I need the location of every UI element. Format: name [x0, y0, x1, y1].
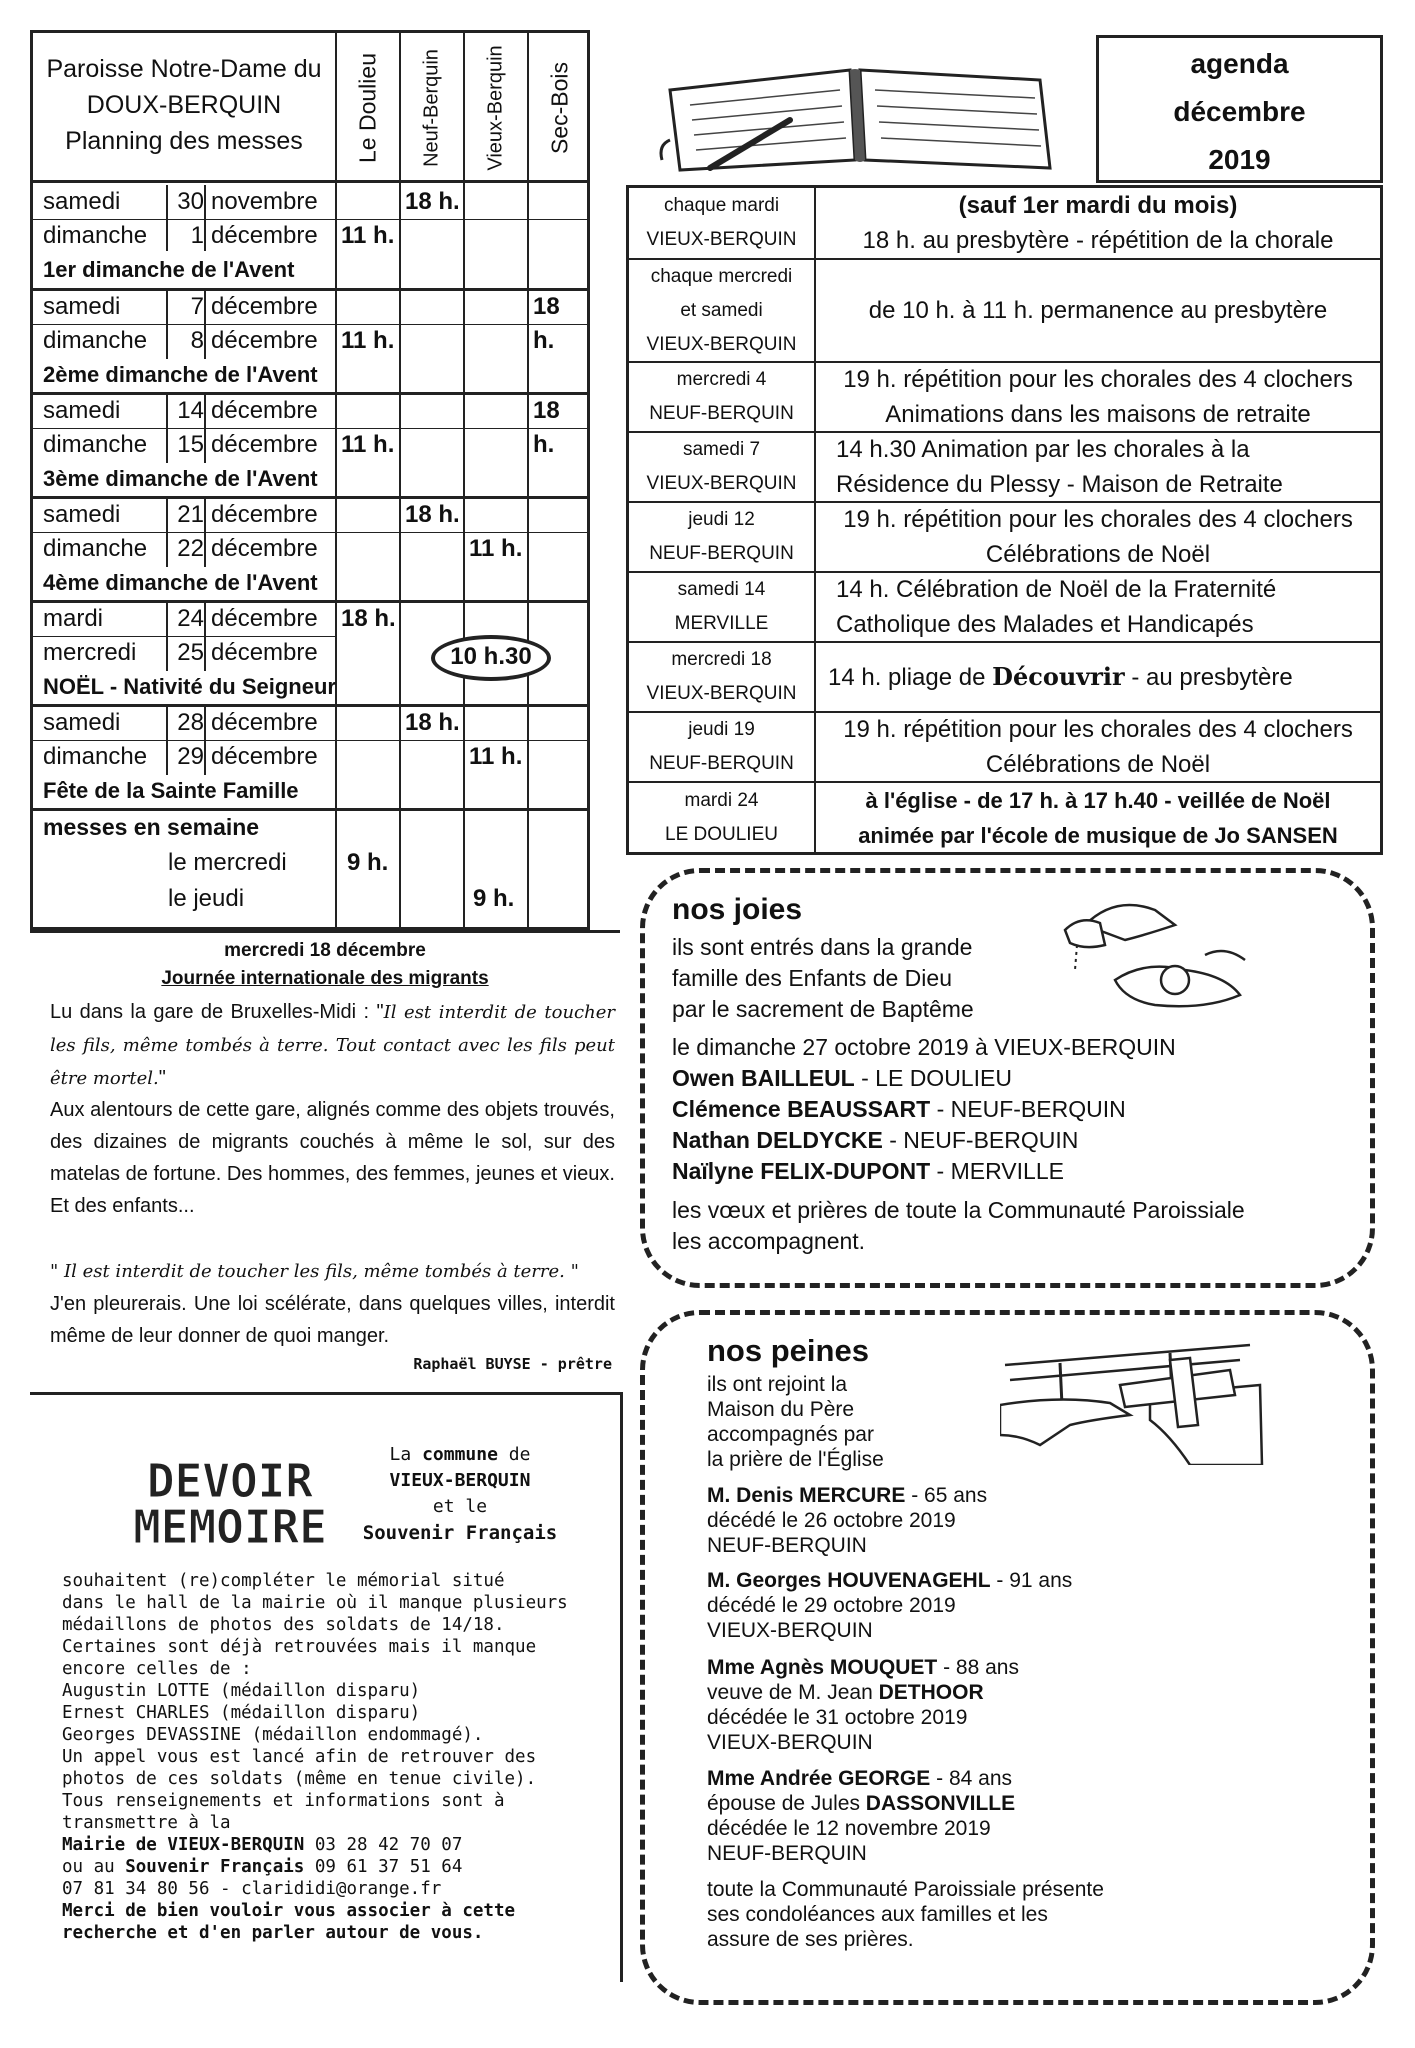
planning-header: [33, 33, 587, 183]
svg-text:MEMOIRE: MEMOIRE: [133, 1500, 327, 1550]
mass-planning-table: [30, 30, 590, 930]
agenda-title-box: [1096, 35, 1383, 183]
nos-joies-closing: les vœux et prières de toute la Communauté Paroissiale les accompagnent.: [672, 1197, 1245, 1254]
mass-row: mardi 24 décembre 18 h.: [43, 605, 396, 632]
migrants-paragraph-1: Lu dans la gare de Bruxelles-Midi : "Il est interdit de toucher les fils, même tombés à terre. Tout contact avec les fils peut être mortel.": [50, 1001, 615, 1089]
nos-joies-title: nos joies: [672, 893, 803, 926]
agenda-row: chaque mardi VIEUX-BERQUIN (sauf 1er mardi du mois) 18 h. au presbytère - répétition de la chorale: [629, 188, 1380, 258]
mass-row: le mercredi 9 h.: [168, 849, 389, 876]
mass-row: dimanche 22 décembre 11 h.: [43, 535, 523, 562]
column-header-sec-bois: Sec-Bois: [527, 33, 590, 183]
mass-row: dimanche 15 décembre 11 h.: [43, 431, 395, 458]
agenda-row: mercredi 18 VIEUX-BERQUIN 14 h. pliage de Découvrir - au presbytère: [629, 641, 1380, 711]
planning-title-line: Planning des messes: [65, 127, 303, 155]
agenda-row: jeudi 19 NEUF-BERQUIN 19 h. répétition pour les chorales des 4 clochers Célébrations de Noël: [629, 711, 1380, 781]
mass-occasion: 3ème dimanche de l'Avent: [43, 466, 318, 491]
migrants-paragraph-3: J'en pleurerais. Une loi scélérate, dans quelques villes, interdit même de leur donner de quoi manger.: [50, 1293, 615, 1347]
deceased-entry: Mme Agnès MOUQUET - 88 ans veuve de M. Jean DETHOOR décédée le 31 octobre 2019 VIEUX-BERQUIN: [707, 1656, 1019, 1754]
svg-text:DEVOIR: DEVOIR: [146, 1455, 314, 1508]
mass-row: mercredi 25 décembre: [43, 639, 318, 666]
mass-row: samedi 7 décembre 18 h.: [43, 293, 560, 354]
deceased-entry: M. Georges HOUVENAGEHL - 91 ans décédé le 29 octobre 2019 VIEUX-BERQUIN: [707, 1569, 1073, 1642]
mass-row: le jeudi 9 h.: [168, 885, 515, 912]
agenda-table: [626, 185, 1383, 855]
bridge-cross-illustration: [1000, 1325, 1270, 1465]
baptism-illustration: [1055, 885, 1255, 1015]
agenda-row: jeudi 12 NEUF-BERQUIN 19 h. répétition pour les chorales des 4 clochers Célébrations de Noël: [629, 501, 1380, 571]
agenda-title-month: décembre: [1173, 96, 1306, 127]
mass-occasion: 1er dimanche de l'Avent: [43, 257, 295, 282]
nos-joies-intro: ils sont entrés dans la grande famille des Enfants de Dieu par le sacrement de Baptême: [672, 934, 974, 1022]
migrants-date: mercredi 18 décembre: [224, 940, 426, 961]
baptism-date: le dimanche 27 octobre 2019 à VIEUX-BERQUIN: [672, 1034, 1176, 1060]
deceased-entry: M. Denis MERCURE - 65 ans décédé le 26 octobre 2019 NEUF-BERQUIN: [707, 1484, 988, 1557]
planning-title: [33, 33, 335, 183]
memoire-body: souhaitent (re)compléter le mémorial situé dans le hall de la mairie où il manque plusieurs médaillons de photos des soldats de 14/18. Certaines sont déjà retrouvées mais il manque encore celles de : Augustin LOTTE (médaillon disparu) Ernest CHARLES (médaillon disparu) Georges DEVASSINE (médaillon endommagé). Un appel vous est lancé afin de retrouver des photos de ces soldats (même en tenue civile). Tous renseignements et informations sont à transmettre à la Mairie de VIEUX-BERQUIN 03 28 42 70 07 ou au Souvenir Français 09 61 37 51 64 07 81 34 80 56 - claridi​di@orange.fr Merci de bien vouloir vous associer à cette recherche et d'en parler autour de vous.: [62, 1571, 568, 1943]
agenda-title-year: 2019: [1208, 144, 1271, 175]
agenda-row: mardi 24 LE DOULIEU à l'église - de 17 h. à 17 h.40 - veillée de Noël animée par l'école de musique de Jo SANSEN: [629, 781, 1380, 852]
mass-row: dimanche 8 décembre 11 h.: [43, 327, 395, 354]
mass-row: dimanche 1 décembre 11 h.: [43, 222, 395, 249]
column-header-vieux-berquin: Vieux-Berquin: [463, 33, 527, 183]
baptism-names: Owen BAILLEUL - LE DOULIEU Clémence BEAUSSART - NEUF-BERQUIN Nathan DELDYCKE - NEUF-BERQUIN Naïlyne FELIX-DUPONT - MERVILLE: [672, 1065, 1126, 1184]
mass-occasion: Fête de la Sainte Famille: [43, 778, 299, 803]
nos-peines-title: nos peines: [707, 1333, 869, 1368]
agenda-title-word: agenda: [1190, 48, 1289, 79]
mass-row: samedi 28 décembre 18 h.: [43, 709, 460, 736]
agenda-row: samedi 7 VIEUX-BERQUIN 14 h.30 Animation par les chorales à la Résidence du Plessy - Maison de Retraite: [629, 431, 1380, 501]
open-agenda-book-illustration: [650, 50, 1070, 175]
deceased-entry: Mme Andrée GEORGE - 84 ans épouse de Jules DASSONVILLE décédée le 12 novembre 2019 NEUF-BERQUIN: [707, 1767, 1016, 1865]
planning-title-line: Paroisse Notre-Dame du: [46, 55, 322, 83]
nos-peines-closing: toute la Communauté Paroissiale présente ses condoléances aux familles et les assure de ses prières.: [707, 1878, 1104, 1951]
agenda-row: samedi 14 MERVILLE 14 h. Célébration de Noël de la Fraternité Catholique des Malades et Handicapés: [629, 571, 1380, 641]
mass-occasion: NOËL - Nativité du Seigneur: [43, 674, 336, 699]
planning-title-line: DOUX-BERQUIN: [86, 91, 282, 119]
christmas-mass-time: 10 h.30: [450, 643, 532, 670]
devoir-memoire-logo: [130, 1455, 330, 1550]
agenda-row: chaque mercredi et samedi VIEUX-BERQUIN de 10 h. à 11 h. permanence au presbytère: [629, 258, 1380, 361]
mass-occasion: 2ème dimanche de l'Avent: [43, 362, 318, 387]
mass-row: samedi 14 décembre 18 h.: [43, 397, 560, 458]
agenda-row: mercredi 4 NEUF-BERQUIN 19 h. répétition pour les chorales des 4 clochers Animations dans les maisons de retraite: [629, 361, 1380, 431]
memoire-organizers: La commune de VIEUX-BERQUIN et le Souvenir Français: [362, 1444, 558, 1544]
migrants-title: Journée internationale des migrants: [161, 968, 489, 989]
column-header-neuf-berquin: Neuf-Berquin: [399, 33, 463, 183]
mass-row: dimanche 29 décembre 11 h.: [43, 743, 523, 770]
migrants-paragraph-2: Aux alentours de cette gare, alignés comme des objets trouvés, des dizaines de migrants couchés à même le sol, sur des matelas de fortune. Des hommes, des femmes, jeunes et vieux. Et des enfants...: [50, 1099, 615, 1217]
weekday-masses-heading: messes en semaine: [43, 814, 260, 840]
mass-occasion: 4ème dimanche de l'Avent: [43, 570, 318, 595]
migrants-quote: " Il est interdit de toucher les fils, même tombés à terre. ": [50, 1261, 579, 1282]
nos-peines-intro: ils ont rejoint la Maison du Père accompagnés par la prière de l'Église: [707, 1373, 884, 1471]
mass-row: samedi 30 novembre 18 h.: [43, 188, 460, 215]
mass-row: samedi 21 décembre 18 h.: [43, 501, 460, 528]
migrants-signature: Raphaël BUYSE - prêtre: [413, 1355, 612, 1373]
column-header-le-doulieu: Le Doulieu: [335, 33, 399, 183]
